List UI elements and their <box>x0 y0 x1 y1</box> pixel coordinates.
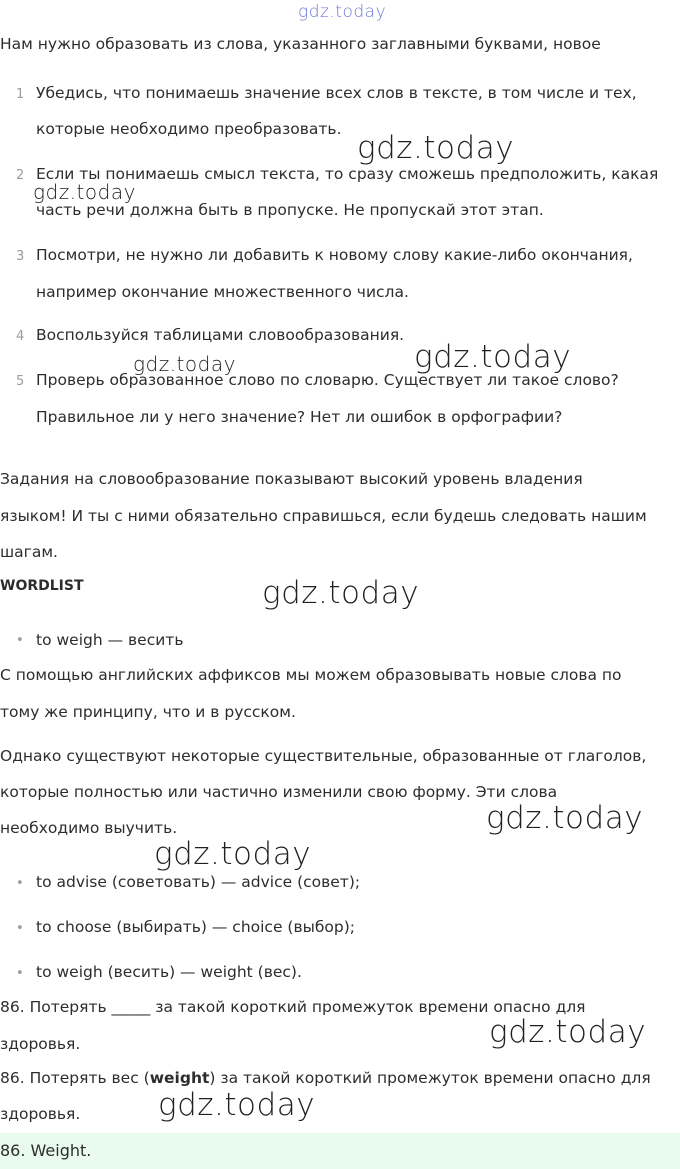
nouns-text: Однако существуют некоторые существительные, образованные от глаголов, <box>0 747 647 765</box>
solution-answer-word: weight <box>149 1069 210 1087</box>
step-text: которые необходимо преобразовать. <box>36 120 342 138</box>
task-text: 86. Потерять _____ за такой короткий промежуток времени опасно для <box>0 998 586 1016</box>
solution-text <box>0 1069 651 1087</box>
wordlist-item: to weigh — весить <box>36 631 184 649</box>
solution-text: здоровья. <box>0 1105 81 1123</box>
example-item: to weigh (весить) — weight (вес). <box>36 963 302 981</box>
bullet: • <box>16 966 24 981</box>
step-text: Правильное ли у него значение? Нет ли ошибок в орфографии? <box>36 408 563 426</box>
task-text: здоровья. <box>0 1035 81 1053</box>
example-item: to advise (советовать) — advice (совет); <box>36 873 361 891</box>
watermark: gdz.today <box>154 836 312 872</box>
bullet: • <box>16 921 24 936</box>
watermark: gdz.today <box>489 1014 647 1050</box>
summary-text: языком! И ты с ними обязательно справишься, если будешь следовать нашим <box>0 507 647 525</box>
step-text: Если ты понимаешь смысл текста, то сразу сможешь предположить, какая <box>36 165 659 183</box>
bullet: • <box>16 633 24 648</box>
watermark: gdz.today <box>357 130 515 166</box>
step-text: Воспользуйся таблицами словообразования. <box>36 326 405 344</box>
watermark: gdz.today <box>298 2 387 22</box>
intro-text: Нам нужно образовать из слова, указанного заглавными буквами, новое <box>0 35 601 53</box>
watermark: gdz.today <box>133 352 236 376</box>
affixes-text: тому же принципу, что и в русском. <box>0 703 296 721</box>
step-number: 3 <box>16 249 25 264</box>
answer-highlight <box>0 1133 680 1169</box>
watermark: gdz.today <box>33 180 136 204</box>
example-item: to choose (выбирать) — choice (выбор); <box>36 918 355 936</box>
bullet: • <box>16 876 24 891</box>
watermark: gdz.today <box>158 1087 316 1123</box>
watermark: gdz.today <box>262 575 420 611</box>
step-text: Убедись, что понимаешь значение всех слов в тексте, в том числе и тех, <box>36 84 637 102</box>
nouns-text: которые полностью или частично изменили свою форму. Эти слова <box>0 783 558 801</box>
step-number: 2 <box>16 168 25 183</box>
step-number: 1 <box>16 87 25 102</box>
step-text: Посмотри, не нужно ли добавить к новому слову какие-либо окончания, <box>36 246 633 264</box>
step-text: часть речи должна быть в пропуске. Не пропускай этот этап. <box>36 201 544 219</box>
watermark: gdz.today <box>414 339 572 375</box>
solution-prefix: 86. Потерять вес ( <box>0 1069 150 1087</box>
solution-suffix: ) за такой короткий промежуток времени опасно для <box>209 1069 651 1087</box>
summary-text: Задания на словообразование показывают высокий уровень владения <box>0 470 583 488</box>
wordlist-heading: WORDLIST <box>0 578 84 594</box>
watermark: gdz.today <box>486 800 644 836</box>
answer-text: 86. Weight. <box>0 1141 92 1160</box>
affixes-text: С помощью английских аффиксов мы можем образовывать новые слова по <box>0 666 622 684</box>
step-text: Проверь образованное слово по словарю. Существует ли такое слово? <box>36 371 619 389</box>
step-number: 4 <box>16 329 25 344</box>
nouns-text: необходимо выучить. <box>0 819 178 837</box>
step-text: например окончание множественного числа. <box>36 283 409 301</box>
step-number: 5 <box>16 374 25 389</box>
summary-text: шагам. <box>0 543 58 561</box>
